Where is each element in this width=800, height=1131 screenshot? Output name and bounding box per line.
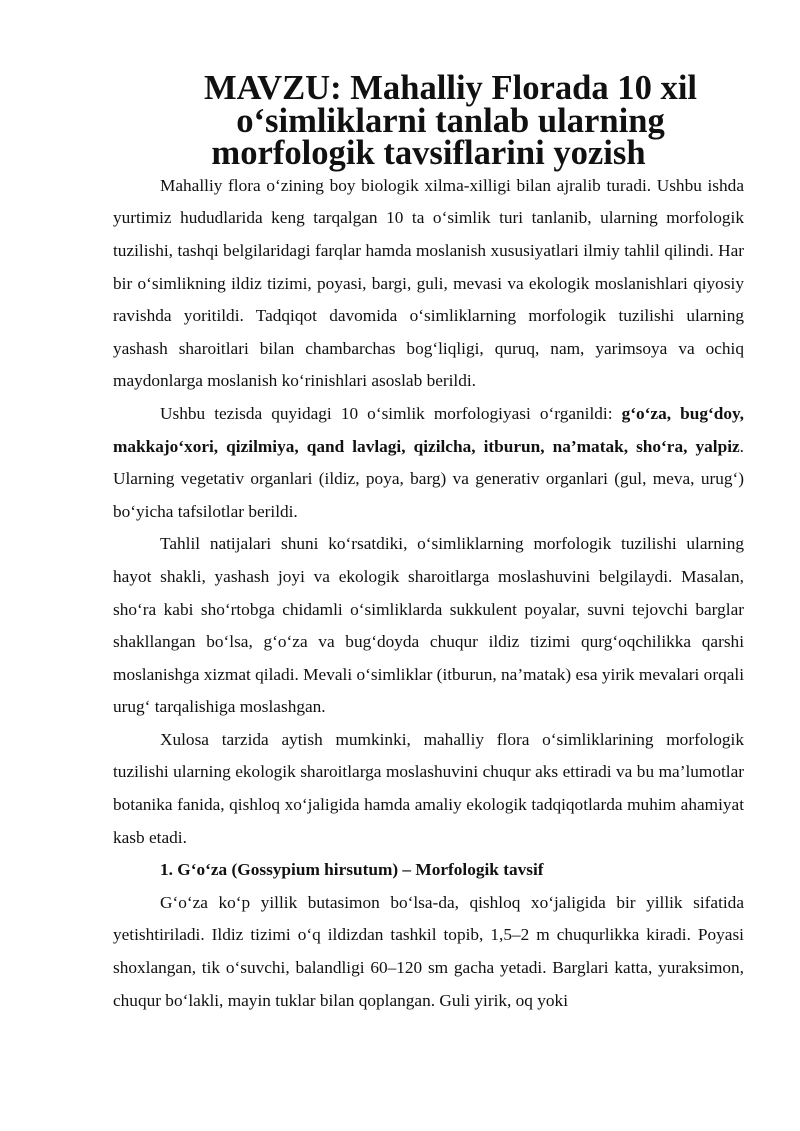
plant-list-names: g‘o‘za, bug‘doy, makkajo‘xori, qizilmiya, qand lavlagi, qizilcha, itburun, na’matak, sho‘ra, yalpiz xyxy=(113,403,744,456)
paragraph-analysis: Tahlil natijalari shuni ko‘rsatdiki, o‘simliklarning morfologik tuzilishi ularning hayot shakli, yashash joyi va ekologik sharoitlarga moslashuvini belgilaydi. Masalan, sho‘ra kabi sho‘rtobga chidamli o‘simliklarda sukkulent poyalar, suvni tejovchi barglar shakllangan bo‘lsa, g‘o‘za va bug‘doyda chuqur ildiz tizimi qurg‘oqchilikka qarshi moslanishga xizmat qiladi. Mevali o‘simliklar (itburun, na’matak) esa yirik mevalari orqali urug‘ tarqalishiga moslashgan. xyxy=(113,534,744,717)
paragraph-intro: Mahalliy flora o‘zining boy biologik xilma-xilligi bilan ajralib turadi. Ushbu ishda yurtimiz hududlarida keng tarqalgan 10 ta o‘simlik turi tanlanib, ularning morfologik tuzilishi, tashqi belgilaridagi farqlar hamda moslanish xususiyatlari ilmiy tahlil qilindi. Har bir o‘simlikning ildiz tizimi, poyasi, bargi, guli, mevasi va ekologik moslanishlari qiyosiy ravishda yoritildi. Tadqiqot davomida o‘simliklarning morfologik tuzilishi ularning yashash sharoitlari bilan chambarchas bog‘liqligi, quruq, nam, yarimsoya va ochiq maydonlarga moslanish ko‘rinishlari asoslab berildi. xyxy=(113,175,744,391)
paragraph-gooza-description: G‘o‘za ko‘p yillik butasimon bo‘lsa-da, qishloq xo‘jaligida bir yillik sifatida yetishtiriladi. Ildiz tizimi o‘q ildizdan tashkil topib, 1,5–2 m chuqurlikka kiradi. Poyasi shoxlangan, tik o‘suvchi, balandligi 60–120 sm gacha yetadi. Barglari katta, yuraksimon, chuqur bo‘lakli, mayin tuklar bilan qoplangan. Guli yirik, oq yoki xyxy=(113,892,744,1010)
document-title xyxy=(113,69,744,173)
paragraph-plant-list xyxy=(113,398,744,528)
paragraph-conclusion: Xulosa tarzida aytish mumkinki, mahalliy flora o‘simliklarining morfologik tuzilishi ularning ekologik sharoitlarga moslashuvini chuqur aks ettiradi va bu ma’lumotlar botanika fanida, qishloq xo‘jaligida hamda amaliy ekologik tadqiqotlarda muhim ahamiyat kasb etadi. xyxy=(113,729,744,847)
title-line-1: MAVZU: Mahalliy Florada 10 xil o‘simliklarni tanlab ularning xyxy=(203,69,698,140)
section-heading-gooza: 1. G‘o‘za (Gossypium hirsutum) – Morfologik tavsif xyxy=(160,860,544,880)
title-line-2: morfologik tavsiflarini yozish xyxy=(211,134,646,173)
plant-list-intro: Ushbu tezisda quyidagi 10 o‘simlik morfologiyasi o‘rganildi: xyxy=(160,403,622,423)
plant-list-rest: . Ularning vegetativ organlari (ildiz, poya, barg) va generativ organlari (gul, meva, urug‘) bo‘yicha tafsilotlar berildi. xyxy=(113,436,744,521)
